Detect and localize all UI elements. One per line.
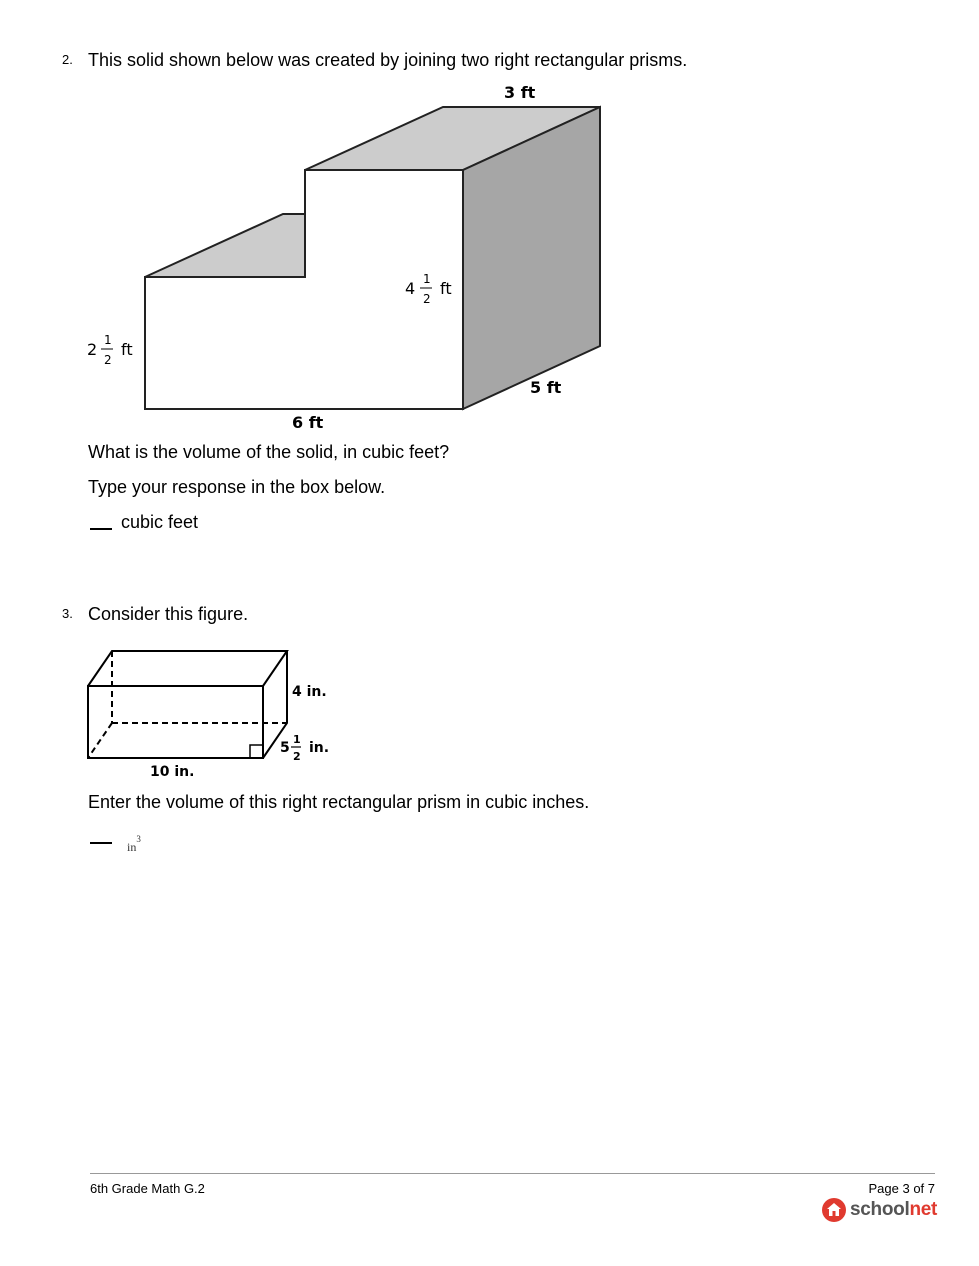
- top-width-label: 3 ft: [504, 83, 536, 102]
- short-prism-top-face: [145, 214, 305, 277]
- hidden-depth-edge: [88, 723, 112, 758]
- short-height-denominator: 2: [104, 353, 112, 367]
- house-icon: [821, 1197, 847, 1223]
- depth-numerator: 1: [293, 733, 301, 746]
- depth-denominator: 2: [293, 750, 301, 763]
- question-text: What is the volume of the solid, in cubic feet?: [88, 442, 450, 462]
- footer-divider: [90, 1173, 935, 1174]
- tall-height-denominator: 2: [423, 292, 431, 306]
- bottom-width-label: 6 ft: [292, 413, 324, 432]
- question-instruction: Type your response in the box below.: [88, 477, 386, 497]
- short-height-unit: ft: [121, 340, 133, 359]
- answer-unit: cubic feet: [121, 512, 199, 532]
- tall-height-whole: 4: [405, 279, 416, 298]
- brand-prefix: school: [850, 1199, 910, 1220]
- tall-height-unit: ft: [440, 279, 452, 298]
- question-prompt: Consider this figure.: [88, 604, 249, 624]
- answer-unit: [127, 834, 141, 855]
- question-number: 2.: [62, 52, 73, 67]
- question-prompt: This solid shown below was created by joining two right rectangular prisms.: [88, 50, 688, 70]
- rectangular-prism-figure: [0, 640, 400, 785]
- height-label: 4 in.: [292, 684, 327, 700]
- question-text: Enter the volume of this right rectangular prism in cubic inches.: [88, 792, 590, 812]
- short-height-whole: 2: [87, 340, 98, 359]
- page-number: Page 3 of 7: [868, 1181, 935, 1196]
- prism-front-face: [145, 170, 463, 409]
- length-label: 10 in.: [150, 764, 195, 780]
- short-height-numerator: 1: [104, 333, 112, 347]
- right-angle-marker: [250, 745, 263, 758]
- tall-height-numerator: 1: [423, 272, 431, 286]
- unit-exponent: 3: [136, 834, 141, 844]
- two-prism-solid-figure: [0, 0, 979, 440]
- answer-input[interactable]: [90, 528, 112, 530]
- depth-label: 5 ft: [530, 378, 562, 397]
- depth-unit: in.: [309, 740, 330, 756]
- top-face: [88, 651, 287, 686]
- unit-base: in: [127, 840, 137, 854]
- brand-suffix: net: [909, 1199, 938, 1220]
- footer-title: 6th Grade Math G.2: [90, 1181, 205, 1196]
- schoolnet-logo: [821, 1197, 937, 1223]
- depth-whole: 5: [280, 740, 290, 756]
- answer-input[interactable]: [90, 842, 112, 844]
- question-number: 3.: [62, 606, 73, 621]
